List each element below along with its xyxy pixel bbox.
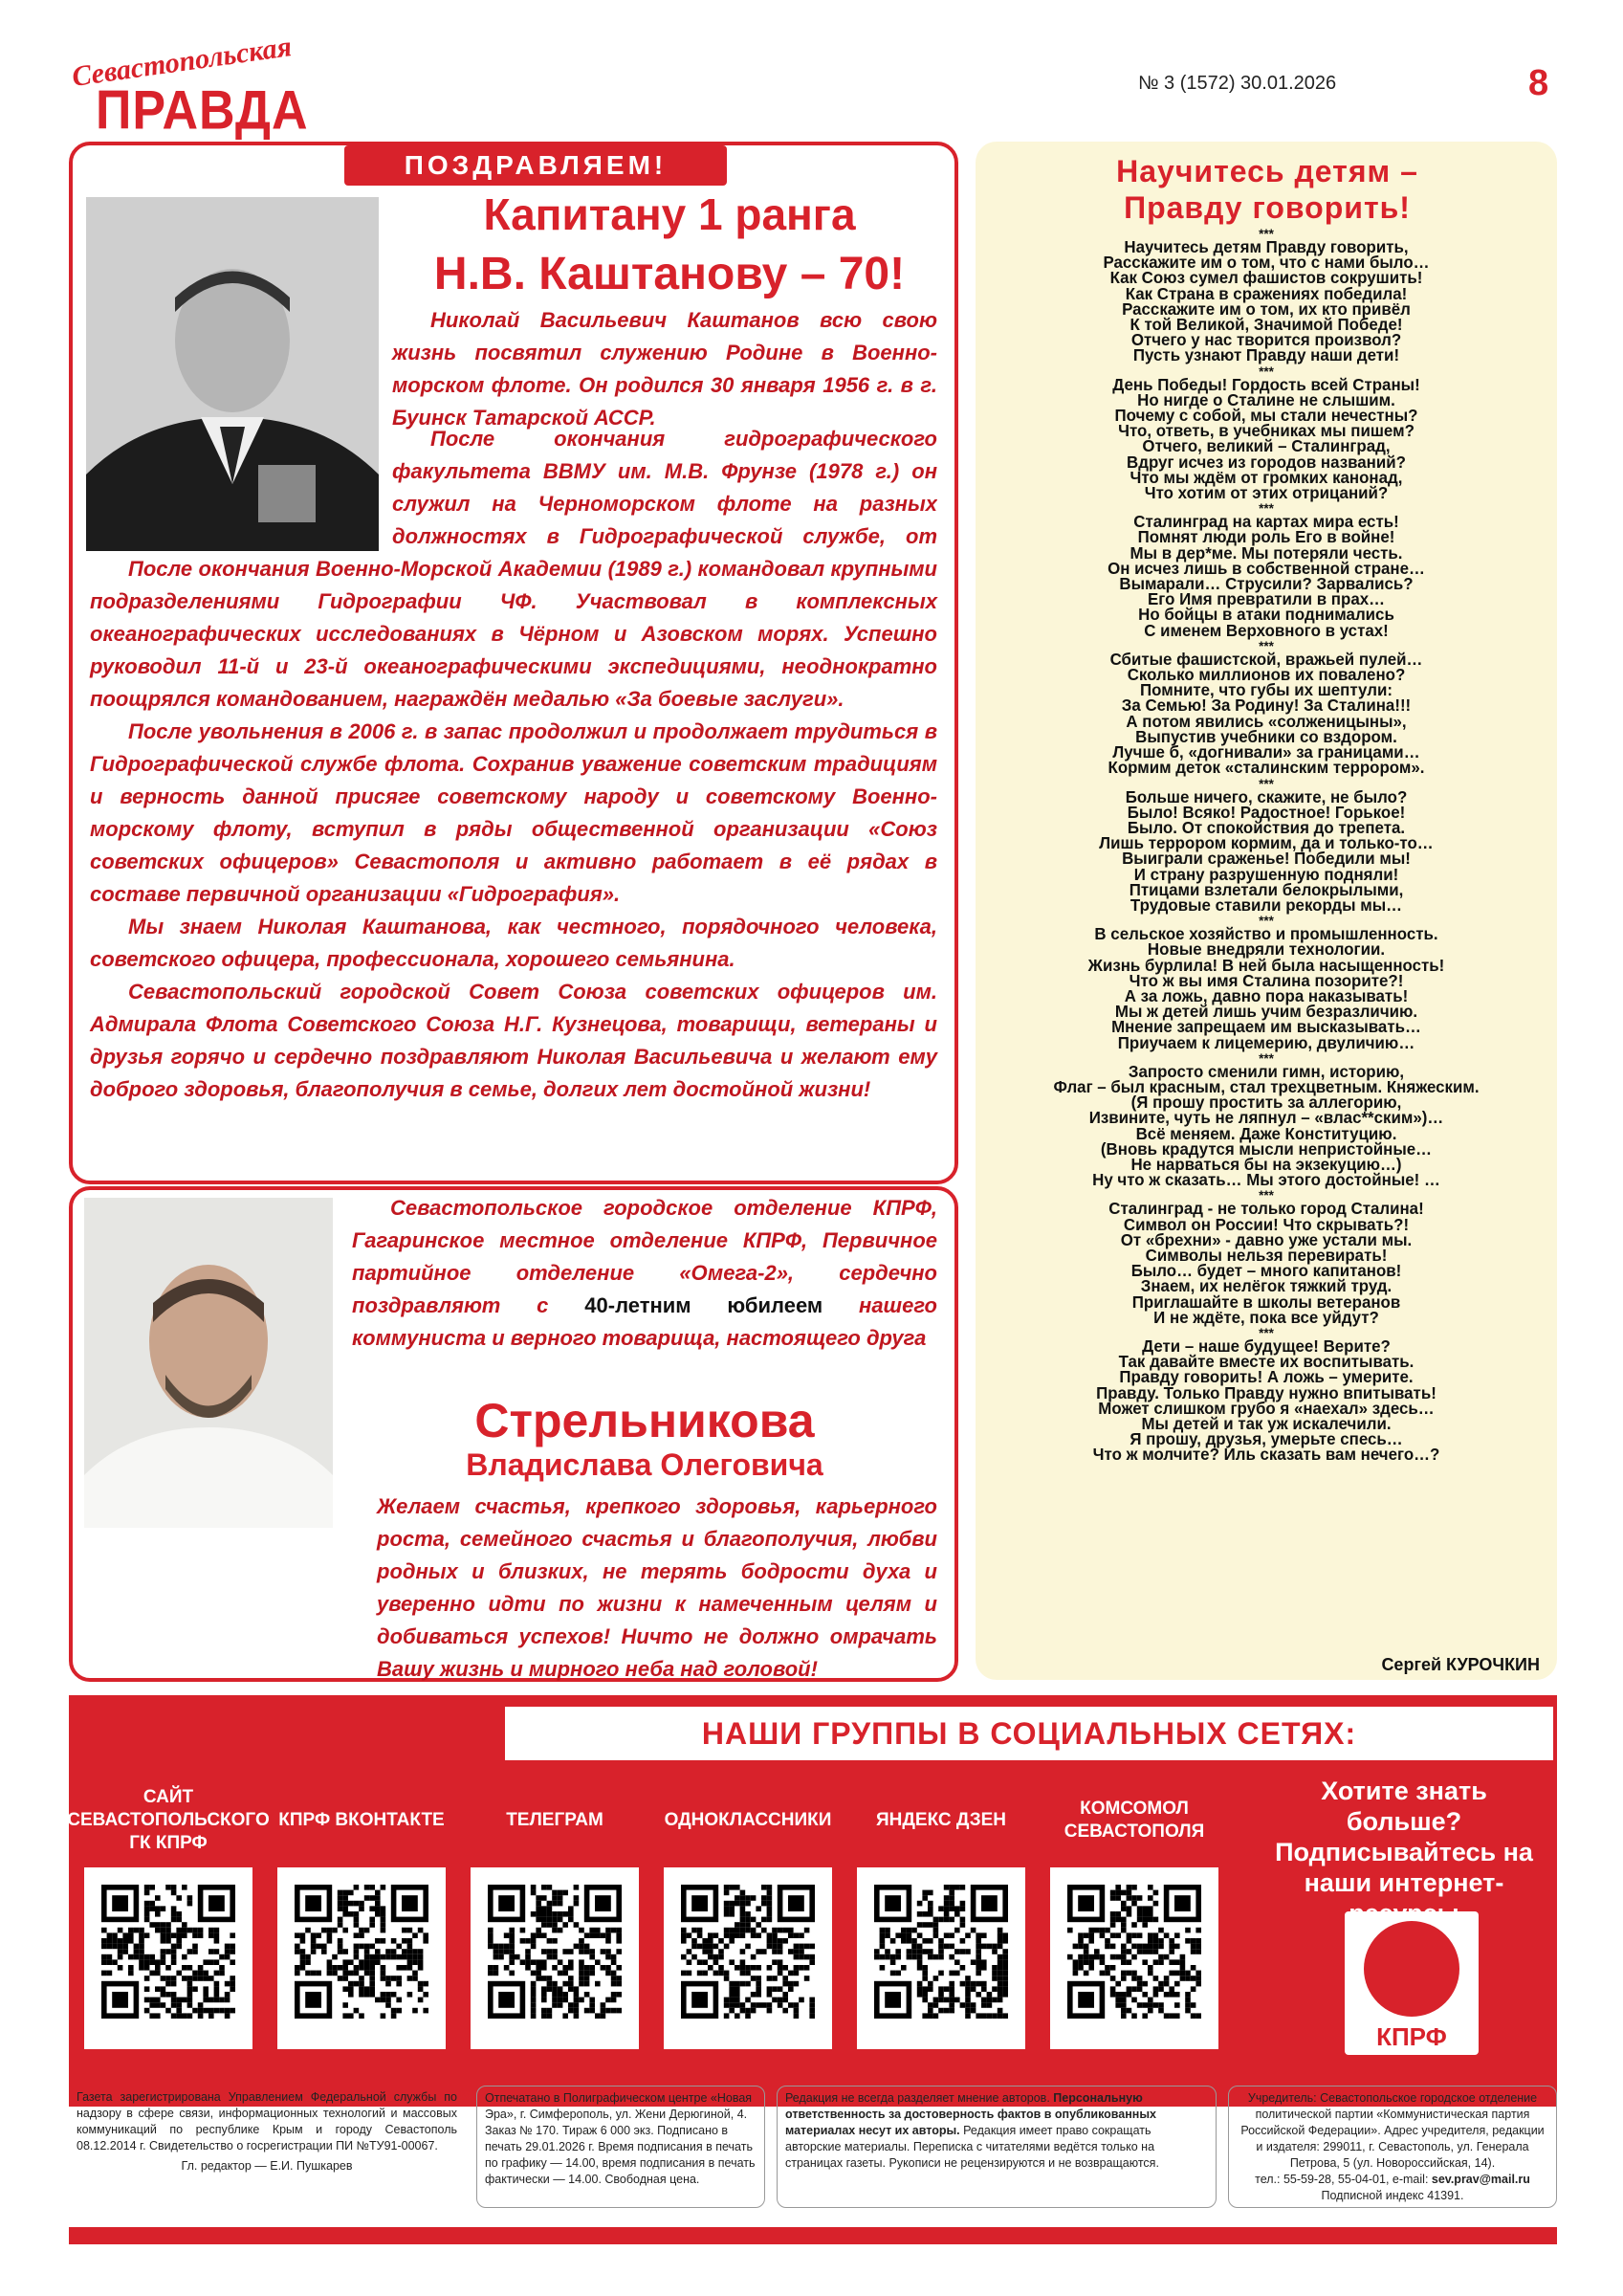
social-title: НАШИ ГРУППЫ В СОЦИАЛЬНЫХ СЕТЯХ: — [505, 1707, 1553, 1760]
poem-line: И не ждёте, пока все уйдут? — [1153, 1307, 1379, 1327]
qr-code-icon[interactable] — [681, 1885, 815, 2019]
poem-line: Было… будет – много капитанов! — [1130, 1261, 1402, 1281]
congrats2-name-line1: Стрельникова — [474, 1394, 815, 1447]
poem-line: Расскажите им о том, их кто привёл — [1122, 298, 1411, 319]
poem-line: Сбитые фашистской, вражьей пулей… — [1109, 649, 1423, 669]
poem-line: Отчего, великий – Сталинград, — [1142, 436, 1391, 456]
footer-col3-after: Редакция имеет право сокращать авторские материалы. Переписка с читателями ведётся только на страницах газеты. Рукописи не рецензируются и не возвращаются. — [785, 2124, 1159, 2170]
qr-code-icon[interactable] — [101, 1885, 235, 2019]
poem-line: Всё меняем. Даже Конституцию. — [1135, 1123, 1397, 1143]
poem-author: Сергей КУРОЧКИН — [1381, 1655, 1540, 1674]
social-qr[interactable] — [1050, 1867, 1218, 2049]
congrats2-intro-before: Севастопольское городское отделение КПРФ, Гагаринское местное отделение КПРФ, Первичное партийное отделение «Омега-2», сердечно поздравляют с — [352, 1196, 937, 1317]
poem-line: Отчего у нас творится произвол? — [1130, 330, 1402, 350]
poem-line: Запросто сменили гимн, историю, — [1128, 1061, 1405, 1081]
poem-line: И страну разрушенную подняли! — [1133, 864, 1399, 884]
poem-line: Научитесь детям Правду говорить, — [1124, 237, 1409, 256]
congrats2-wishes-text: Желаем счастья, крепкого здоровья, карьерного роста, семейного счастья и благополучия, любви родных и близких, не терять бодрости духа и уверенно идти по жизни к намеченным целям и добиваться успехов! Ничто не должно омрачать Вашу жизнь и мирного неба над головой! — [377, 1494, 937, 1681]
footer-phones: тел.: 55-59-28, 55-04-01, e-mail: — [1255, 2173, 1429, 2186]
social-label: ОДНОКЛАССНИКИ — [664, 1810, 832, 1830]
poem-line: Он исчез лишь в собственной стране… — [1108, 558, 1425, 578]
poem-line: Сталинград - не только город Сталина! — [1108, 1199, 1424, 1219]
poem-line: (Вновь крадутся мысли непристойные… — [1100, 1138, 1433, 1159]
congrats1-p5: Мы знаем Николая Каштанова, как честного, порядочного человека, советского офицера, профессионала, хорошего семьянина. — [90, 915, 937, 971]
congrats2-intro — [352, 1192, 937, 1355]
strelnikov-photo — [84, 1198, 333, 1528]
congrats1-p2 — [392, 423, 937, 553]
poem-line: Жизнь бурлила! В ней была насыщенность! — [1087, 955, 1445, 975]
poem-line: Но бойцы в атаки поднимались — [1138, 605, 1394, 625]
poem-line: Было! Всяко! Радостное! Горькое! — [1127, 802, 1406, 822]
poem-line: Символы нельзя перевирать! — [1145, 1245, 1388, 1265]
poem-stanza — [1002, 1338, 1531, 1463]
congrats1-p6: Севастопольский городской Совет Союза советских офицеров им. Адмирала Флота Советского Союза Н.Г. Кузнецова, товарищи, ветераны и друзья горячо и сердечно поздравляют Николая Васильевича и желают ему доброго здоровья, благополучия в семье, долгих лет достойной жизни! — [90, 980, 937, 1101]
congrats1-text-body — [90, 553, 937, 1106]
poem-line: Что ж молчите? Иль сказать вам нечего…? — [1092, 1445, 1440, 1465]
poem-line: Как Страна в сражениях победила! — [1125, 283, 1408, 303]
congrats2-name-line2: Владислава Олеговича — [466, 1447, 823, 1482]
poem-title — [985, 153, 1549, 226]
footer-red-bar — [69, 2227, 1557, 2244]
footer-col2-text: Отпечатано в Полиграфическом центре «Новая Эра», г. Симферополь, ул. Жени Дерюгиной, 4. Заказ № 170. Тираж 6 000 экз. Подписано в печать 29.01.2026 г. Время подписания в печать по графику — 14.00, время подписания в печать фактически — 14.00. Свободная цена. — [485, 2091, 756, 2186]
poem-line: Может слишком грубо я «наехал» здесь… — [1098, 1398, 1435, 1418]
congrats1-text-top — [392, 304, 937, 434]
poem-separator: *** — [1259, 226, 1274, 241]
poem-line: Помнят люди роль Его в войне! — [1137, 527, 1395, 547]
poem-line: Приучаем к лицемерию, двуличию… — [1117, 1032, 1415, 1052]
footer-disclaimer — [777, 2086, 1217, 2208]
poem-line: Что ж вы имя Сталина позорите?! — [1129, 970, 1404, 990]
qr-code-icon[interactable] — [874, 1885, 1008, 2019]
poem-stanza — [1002, 651, 1531, 776]
poem-line: Дети – наше будущее! Верите? — [1142, 1336, 1391, 1356]
poem-line: Правду говорить! А ложь – умерите. — [1119, 1367, 1414, 1387]
portrait-man-icon — [84, 1198, 333, 1528]
qr-code-icon[interactable] — [488, 1885, 622, 2019]
poem-line: Сколько миллионов их повалено? — [1127, 665, 1406, 685]
congrats2-jubilee: 40-летним юбилеем — [584, 1293, 823, 1317]
congrats1-title-line1: Капитану 1 ранга — [483, 189, 856, 239]
portrait-officer-icon — [86, 197, 379, 551]
congrats1-text-side — [392, 423, 937, 553]
footer-col3-bold: Персональную ответственность за достоверность фактов в опубликованных материалах несут их авторы. — [785, 2091, 1156, 2137]
poem-separator: *** — [1259, 637, 1274, 653]
poem-line: (Я прошу простить за аллегорию, — [1130, 1093, 1402, 1113]
qr-code-icon[interactable] — [1067, 1885, 1201, 2019]
congrats2-intro-text — [352, 1192, 937, 1355]
congrats1-p2-text: После окончания гидрографического факультета ВВМУ им. М.В. Фрунзе (1978 г.) он служил на Черноморском флоте на разных должностях в Гидрографической службе, от — [392, 427, 937, 548]
poem-line: Пусть узнают Правду наши дети! — [1132, 345, 1400, 365]
social-qr[interactable] — [471, 1867, 639, 2049]
poem-line: Расскажите им о том, что с нами было… — [1103, 253, 1430, 273]
poem-line: Приглашайте в школы ветеранов — [1131, 1292, 1401, 1312]
poem-line: Трудовые ставили рекорды мы… — [1130, 894, 1403, 915]
poem-line: Мнение запрещаем им высказывать… — [1111, 1017, 1421, 1037]
poem-line: Птицами взлетали белокрылыми, — [1129, 879, 1404, 899]
poem-line: Так давайте вместе их воспитывать. — [1118, 1352, 1415, 1372]
poem-separator: *** — [1259, 363, 1274, 379]
poem-stanza — [1002, 1061, 1531, 1190]
poem-line: Извините, чуть не ляпнул – «влас**ским»)… — [1088, 1108, 1444, 1128]
poem-line: Что мы ждём от громких канонад, — [1130, 467, 1403, 487]
social-qr[interactable] — [84, 1867, 252, 2049]
poem-separator: *** — [1259, 1049, 1274, 1066]
poem-body — [1002, 228, 1531, 1465]
poem-line: Вдруг исчез из городов названий? — [1127, 452, 1406, 472]
poem-line: Символ он России! Что скрывать?! — [1123, 1214, 1410, 1234]
poem-line: Вымарали… Струсили? Зарвались? — [1119, 574, 1414, 594]
qr-code-icon[interactable] — [295, 1885, 428, 2019]
footer-email[interactable]: sev.prav@mail.ru — [1431, 2173, 1530, 2186]
social-qr[interactable] — [277, 1867, 446, 2049]
poem-line: В сельское хозяйство и промышленность. — [1094, 924, 1438, 944]
footer-editor: Гл. редактор — Е.И. Пушкарев — [181, 2159, 353, 2173]
footer-index: Подписной индекс 41391. — [1321, 2189, 1464, 2202]
logo-subtitle: Севастопольская — [70, 31, 294, 94]
poem-line: Сталинград на картах мира есть! — [1133, 512, 1399, 532]
poem-title-line2: Правду говорить! — [1124, 190, 1411, 225]
social-label: КОМСОМОЛ СЕВАСТОПОЛЯ — [1064, 1799, 1205, 1842]
kprf-logo-label: КПРФ — [1376, 2022, 1447, 2051]
poem-line: Кормим деток «сталинским террором». — [1108, 758, 1425, 778]
poem-line: Почему с собой, мы стали нечестны? — [1114, 406, 1418, 426]
footer-printing — [476, 2086, 765, 2208]
poem-line: Мы в дер*ме. Мы потеряли честь. — [1130, 542, 1403, 563]
poem-line: Что, ответь, в учебниках мы пишем? — [1118, 421, 1415, 441]
social-qr[interactable] — [857, 1867, 1025, 2049]
page-number: 8 — [1528, 63, 1549, 103]
congrats1-p3: После окончания Военно-Морской Академии (1989 г.) командовал крупными подразделениями Гидрографии ЧФ. Участвовал в комплексных океанографических исследованиях в Чёрном и Азовском морях. Успешно руководил 11-й и 23-й океанографическими экспедициями, неоднократно поощрялся командованием, награждён медалью «За боевые заслуги». — [90, 557, 937, 711]
poem-line: Ну что ж сказать… Мы этого достойные! … — [1092, 1170, 1440, 1190]
poem-separator: *** — [1259, 913, 1274, 929]
poem-line: Я прошу, друзья, умерьте спесь… — [1130, 1429, 1403, 1449]
congrats2-wishes — [90, 1490, 937, 1686]
poem-separator: *** — [1259, 775, 1274, 791]
kprf-logo — [1345, 1911, 1479, 2055]
poem-stanza — [1002, 239, 1531, 364]
poem-line: Помните, что губы их шептули: — [1140, 680, 1393, 700]
social-qr[interactable] — [664, 1867, 832, 2049]
poem-line: Мы ж детей лишь учим безразличию. — [1114, 1002, 1418, 1022]
poem-stanza — [1002, 374, 1531, 503]
poem-line: Его Имя превратили в прах… — [1147, 589, 1386, 609]
poem-line: А за ложь, давно пора наказывать! — [1124, 985, 1409, 1005]
social-label: ЯНДЕКС ДЗЕН — [876, 1810, 1006, 1830]
poem-stanza — [1002, 514, 1531, 638]
poem-line: Что хотим от этих отрицаний? — [1144, 483, 1389, 503]
congrats1-p4: После увольнения в 2006 г. в запас продолжил и продолжает трудиться в Гидрографической службе флота. Сохранив уважение советским традициям и верность данной присяге советскому народу и советскому Военно-морскому флоту, вступил в ряды общественной организации «Союз советских офицеров» Севастополя и активно работает в её рядах в составе первичной организации «Гидрография». — [90, 719, 937, 906]
social-label: КПРФ ВКОНТАКТЕ — [278, 1810, 445, 1830]
poem-line: Выпустив учебники со вздором. — [1135, 726, 1397, 746]
poem-line: А потом явились «солженицыны», — [1126, 711, 1407, 731]
poem-separator: *** — [1259, 1325, 1274, 1340]
poem-line: За Семью! За Родину! За Сталина!!! — [1121, 695, 1412, 716]
poem-title-line1: Научитесь детям – — [1116, 154, 1418, 188]
poem-line: Новые внедряли технологии. — [1147, 939, 1386, 960]
poem-line: Флаг – был красным, стал трехцветным. Княжеским. — [1053, 1076, 1480, 1096]
social-label: САЙТ СЕВАСТОПОЛЬСКОГО ГК КПРФ — [67, 1787, 270, 1853]
kashtanov-photo — [86, 197, 379, 551]
poem-line: Лишь террором кормим, да и только-то… — [1099, 833, 1434, 853]
poem-separator: *** — [1259, 500, 1274, 517]
footer-registration — [69, 2086, 465, 2208]
issue-info: № 3 (1572) 30.01.2026 — [1138, 73, 1337, 94]
poem-separator: *** — [1259, 1187, 1274, 1203]
poem-line: Выиграли сраженье! Победили мы! — [1122, 849, 1411, 869]
poem-stanza — [1002, 1201, 1531, 1325]
congrats-banner: ПОЗДРАВЛЯЕМ! — [344, 145, 727, 186]
poem-line: Как Союз сумел фашистов сокрушить! — [1109, 268, 1423, 288]
congrats2-intro-after: нашего коммуниста и верного товарища, настоящего друга — [352, 1293, 937, 1350]
footer-founder — [1228, 2086, 1557, 2208]
footer-col3-before: Редакция не всегда разделяет мнение авторов. — [785, 2091, 1050, 2105]
social-label: ТЕЛЕГРАМ — [506, 1810, 603, 1830]
poem-line: С именем Верховного в устах! — [1144, 620, 1389, 640]
poem-line: Правду. Только Правду нужно впитывать! — [1096, 1382, 1437, 1402]
poem-line: К той Великой, Значимой Победе! — [1130, 315, 1403, 335]
poem-stanza — [1002, 926, 1531, 1050]
footer-contacts — [1237, 2172, 1548, 2188]
poem-line: Знаем, их нелёгок тяжкий труд. — [1140, 1276, 1393, 1296]
poem-line: Но нигде о Сталине не слышим. — [1137, 389, 1395, 409]
footer-col1-text: Газета зарегистрирована Управлением Федеральной службы по надзору в сфере связи, информационных технологий и массовых коммуникаций по республике Крым и городу Севастополь 08.12.2014 г. Свидетельство о госрегистрации ПИ №ТУ91-00067. — [77, 2090, 457, 2152]
footer-col4-text: Учредитель: Севастопольское городское отделение политической партии «Коммунистическая партия Российской Федерации». Адрес учредителя, редакции и издателя: 299011, г. Севастополь, ул. Генерала Петрова, 5 (ул. Новороссийская, 14). — [1240, 2091, 1545, 2170]
logo-title: ПРАВДА — [96, 80, 309, 142]
poem-line: Мы детей и так уж искалечили. — [1141, 1414, 1392, 1434]
poem-line: Было. От спокойствия до трепета. — [1127, 817, 1406, 837]
poem-line: День Победы! Гордость всей Страны! — [1112, 374, 1420, 394]
poem-line: Лучше б, «догнивали» за границами… — [1112, 742, 1420, 762]
hammer-sickle-icon — [1364, 1921, 1459, 2017]
poem-line: От «брехни» - давно уже устали мы. — [1120, 1229, 1413, 1249]
poem-stanza — [1002, 786, 1531, 915]
social-cta: Хотите знать больше? Подписывайтесь на наши интернет- — [1275, 1777, 1533, 1897]
congrats1-p1: Николай Васильевич Каштанов всю свою жизнь посвятил служению Родине в Военно-морском флоте. Он родился 30 января 1956 г. в г. Буинск Татарской АССР. — [392, 308, 937, 430]
congrats1-title-line2: Н.В. Каштанову – 70! — [433, 249, 906, 299]
poem-line: Не нарваться бы на экзекуцию…) — [1130, 1154, 1402, 1174]
poem-line: Больше ничего, скажите, не было? — [1125, 786, 1408, 806]
